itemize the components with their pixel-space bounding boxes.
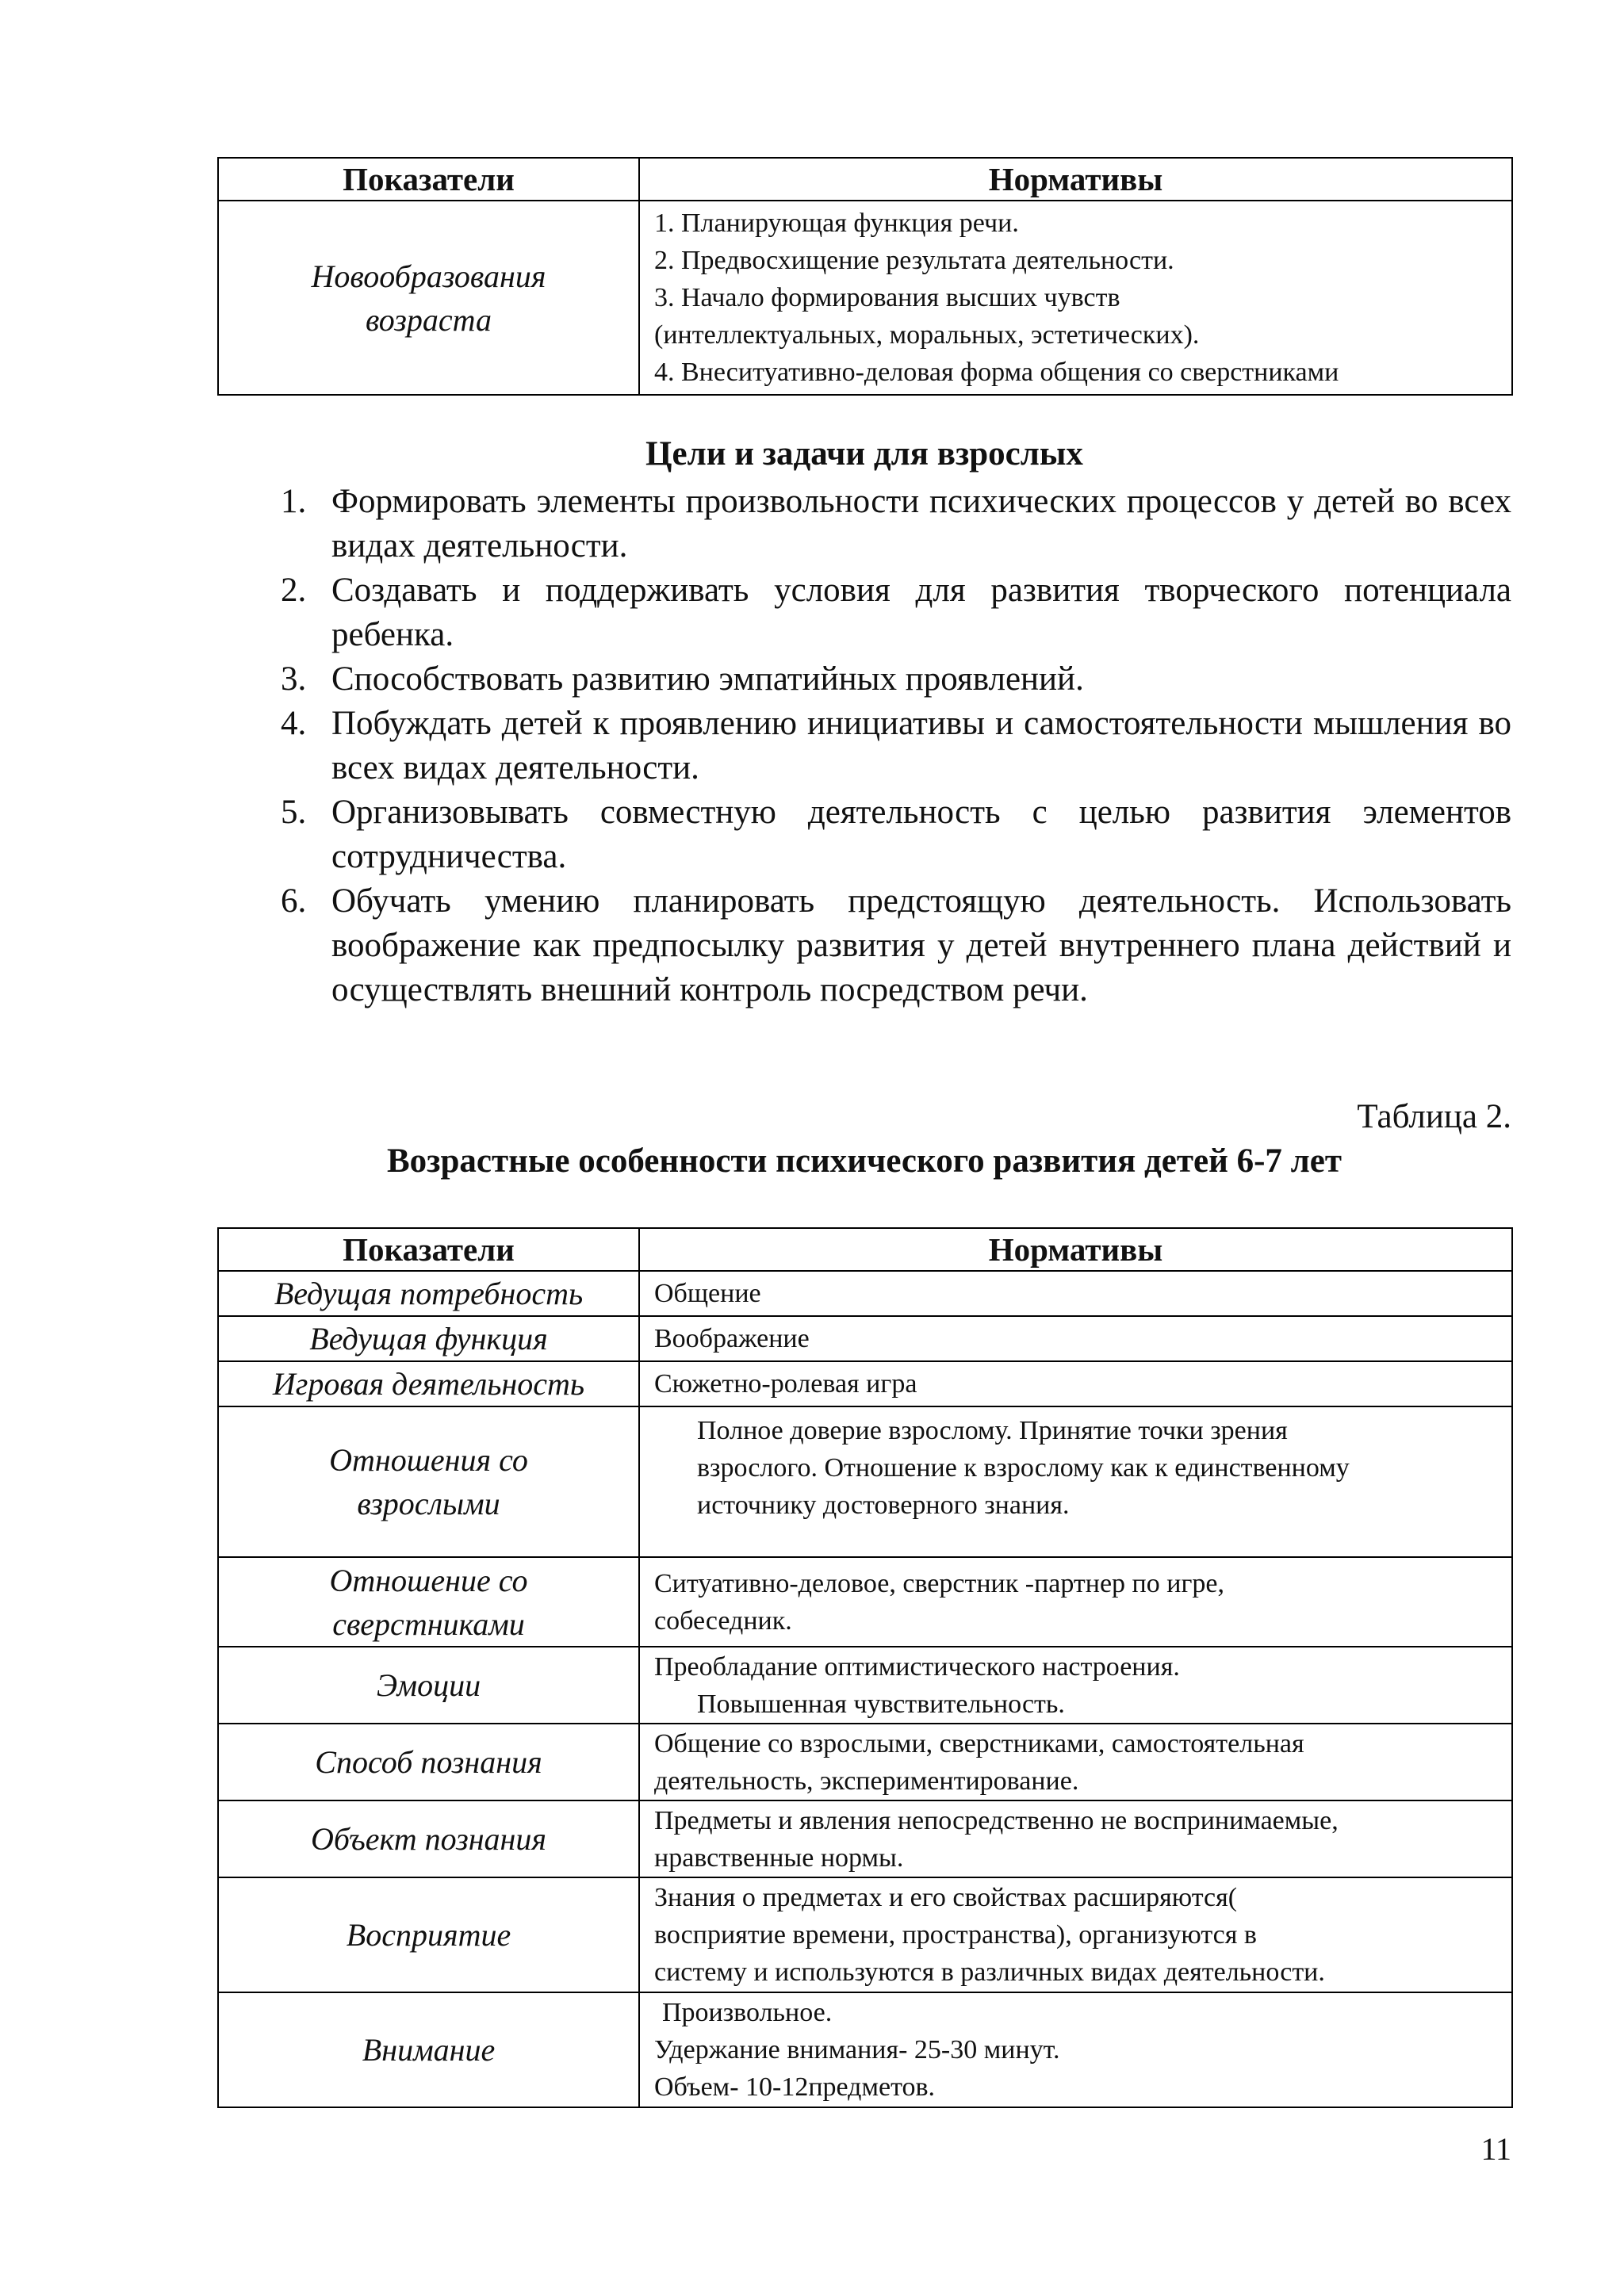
table-row <box>218 1406 1512 1557</box>
row-norms <box>639 1647 1512 1724</box>
row-norms <box>639 1724 1512 1800</box>
row-norms <box>639 1800 1512 1877</box>
norm-line: Объем- 10-12предметов. <box>654 2072 936 2102</box>
goal-text: Создавать и поддерживать условия для развития творческого потенциала ребенка. <box>331 572 1511 653</box>
header-indicators: Показатели <box>218 158 639 201</box>
table-row <box>218 1271 1512 1316</box>
header-norms: Нормативы <box>639 1228 1512 1271</box>
header-indicators: Показатели <box>218 1228 639 1271</box>
norm-line: Общение со взрослыми, сверстниками, самостоятельная <box>654 1728 1304 1758</box>
row-indicator: Отношения со взрослыми <box>218 1406 639 1557</box>
row-indicator: Ведущая потребность <box>218 1271 639 1316</box>
row-indicator: Внимание <box>218 1992 639 2107</box>
norm-line: 2. Предвосхищение результата деятельности. <box>654 246 1174 275</box>
row-indicator: Восприятие <box>218 1877 639 1992</box>
table-row <box>218 1647 1512 1724</box>
goal-text: Способствовать развитию эмпатийных проявлений. <box>331 660 1084 698</box>
goal-item <box>281 568 1511 657</box>
goals-list <box>281 480 1511 1012</box>
row-norms <box>639 1992 1512 2107</box>
norm-line: 1. Планирующая функция речи. <box>654 209 1019 238</box>
norm-line: Знания о предметах и его свойствах расширяются( <box>654 1883 1238 1912</box>
header-norms: Нормативы <box>639 158 1512 201</box>
goal-number: 5. <box>281 794 307 831</box>
row-indicator: Объект познания <box>218 1800 639 1877</box>
table-header-row <box>218 1228 1512 1271</box>
norm-line: Произвольное. <box>662 1998 833 2027</box>
norm-line: Воображение <box>654 1324 810 1353</box>
goal-item <box>281 790 1511 879</box>
table-row <box>218 1724 1512 1800</box>
table-row <box>218 201 1512 395</box>
goal-text: Побуждать детей к проявлению инициативы и самостоятельности мышления во всех видах деятельности. <box>331 705 1511 786</box>
goal-number: 2. <box>281 572 307 609</box>
goal-number: 3. <box>281 660 307 698</box>
goals-title: Цели и задачи для взрослых <box>645 435 1083 473</box>
indicators-table-1 <box>217 157 1513 396</box>
norm-line: Предметы и явления непосредственно не воспринимаемые, <box>654 1805 1339 1835</box>
norm-line: систему и используются в различных видах деятельности. <box>654 1957 1325 1987</box>
goal-text: Формировать элементы произвольности психических процессов у детей во всех видах деятельности. <box>331 483 1511 564</box>
table-row <box>218 1361 1512 1406</box>
table-row <box>218 1992 1512 2107</box>
row-norms <box>639 201 1512 395</box>
row-norms <box>639 1361 1512 1406</box>
row-indicator: Игровая деятельность <box>218 1361 639 1406</box>
row-norms <box>639 1877 1512 1992</box>
table-header-row <box>218 158 1512 201</box>
norm-line: Полное доверие взрослому. Принятие точки зрения <box>697 1416 1288 1445</box>
row-indicator: Отношение со сверстниками <box>218 1557 639 1647</box>
norm-line: деятельность, экспериментирование. <box>654 1766 1079 1796</box>
table-row <box>218 1316 1512 1361</box>
row-norms <box>639 1316 1512 1361</box>
row-indicator: Ведущая функция <box>218 1316 639 1361</box>
row-norms <box>639 1271 1512 1316</box>
norm-line: Сюжетно-ролевая игра <box>654 1369 917 1399</box>
goal-text: Организовывать совместную деятельность с целью развития элементов сотрудничества. <box>331 794 1511 875</box>
norm-line: (интеллектуальных, моральных, эстетических). <box>654 320 1200 350</box>
goal-item <box>281 657 1511 702</box>
goal-item <box>281 702 1511 790</box>
row-norms <box>639 1557 1512 1647</box>
goal-text: Обучать умению планировать предстоящую деятельность. Использовать воображение как предпосылку развития у детей внутреннего плана действий и осуществлять внешний контроль посредством речи. <box>331 882 1511 1008</box>
norm-line: Удержание внимания- 25-30 минут. <box>654 2035 1060 2064</box>
goal-number: 4. <box>281 705 307 742</box>
row-indicator: Эмоции <box>218 1647 639 1724</box>
indicators-table-2 <box>217 1227 1513 2108</box>
norm-line: восприятие времени, пространства), организуются в <box>654 1920 1257 1950</box>
norm-line: 3. Начало формирования высших чувств <box>654 283 1120 312</box>
table-row <box>218 1557 1512 1647</box>
goal-item <box>281 480 1511 568</box>
table-title: Возрастные особенности психического развития детей 6-7 лет <box>387 1142 1342 1180</box>
norm-line: Преобладание оптимистического настроения. <box>654 1651 1180 1682</box>
row-indicator: Новообразования возраста <box>218 201 639 395</box>
table-row <box>218 1800 1512 1877</box>
goal-item <box>281 879 1511 1012</box>
row-indicator: Способ познания <box>218 1724 639 1800</box>
norm-line: Ситуативно-деловое, сверстник -партнер по игре, <box>654 1568 1224 1598</box>
row-norms <box>639 1406 1512 1557</box>
norm-line: Повышенная чувствительность. <box>697 1689 1065 1719</box>
norm-line: нравственные нормы. <box>654 1843 904 1873</box>
norm-line: собеседник. <box>654 1605 792 1636</box>
table-row <box>218 1877 1512 1992</box>
table-caption: Таблица 2. <box>1357 1098 1511 1135</box>
norm-line: источнику достоверного знания. <box>697 1490 1070 1520</box>
page-number: 11 <box>1480 2131 1511 2167</box>
norm-line: взрослого. Отношение к взрослому как к единственному <box>697 1453 1350 1483</box>
norm-line: Общение <box>654 1279 761 1308</box>
norm-line: 4. Внеситуативно-деловая форма общения со сверстниками <box>654 358 1339 387</box>
goal-number: 1. <box>281 483 307 520</box>
goal-number: 6. <box>281 882 307 920</box>
